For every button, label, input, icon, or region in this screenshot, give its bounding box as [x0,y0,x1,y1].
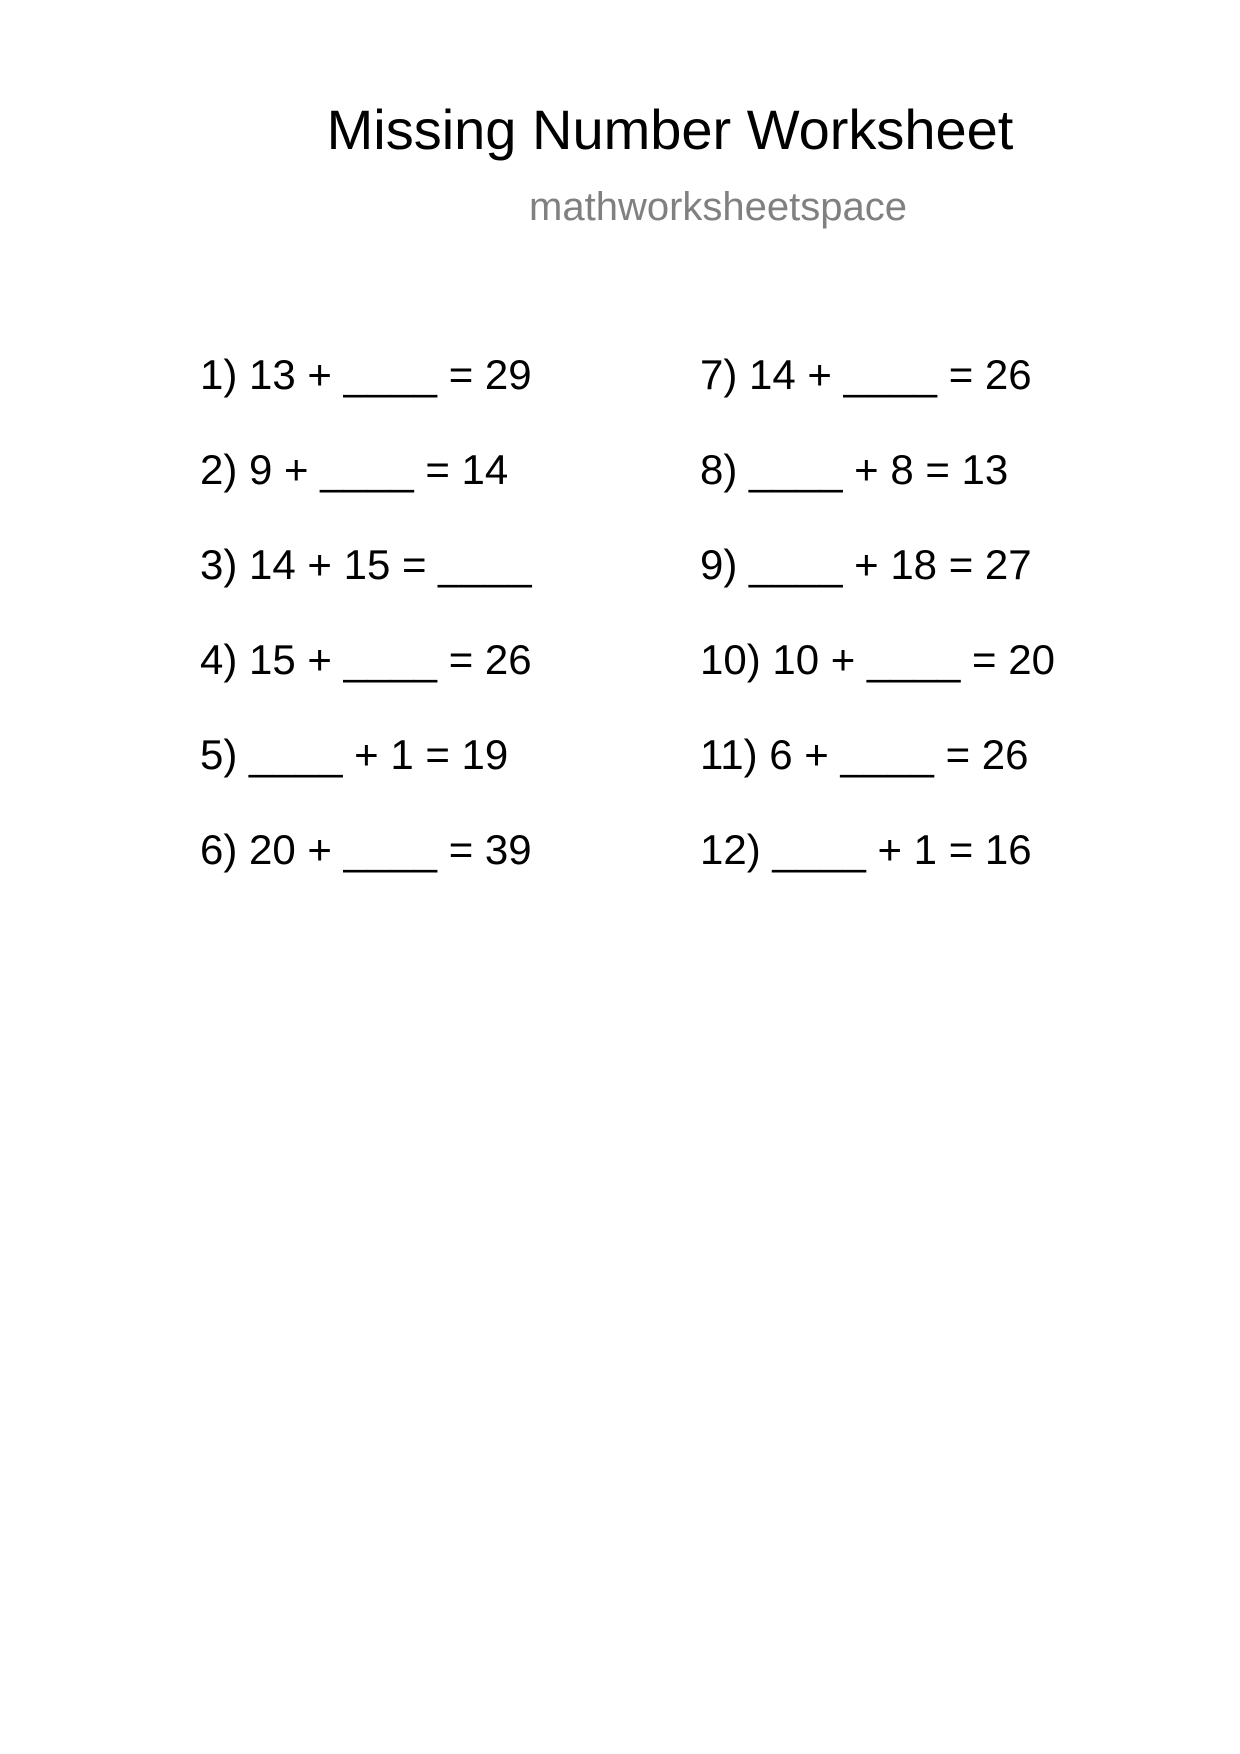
problem-2: 2) 9 + ____ = 14 [200,446,509,493]
worksheet-source: mathworksheetspace [529,185,907,229]
problem-7: 7) 14 + ____ = 26 [700,351,1032,398]
problem-8: 8) ____ + 8 = 13 [700,446,1009,493]
problem-5: 5) ____ + 1 = 19 [200,731,509,778]
problem-9: 9) ____ + 18 = 27 [700,541,1032,588]
problems-column-right [700,348,1055,918]
problem-4: 4) 15 + ____ = 26 [200,636,532,683]
problem-12: 12) ____ + 1 = 16 [700,826,1032,873]
problems-column-left [200,348,532,918]
worksheet-title: Missing Number Worksheet [326,98,1014,161]
problem-6: 6) 20 + ____ = 39 [200,826,532,873]
problem-3: 3) 14 + 15 = ____ [200,541,532,588]
problem-10: 10) 10 + ____ = 20 [700,636,1055,683]
problem-11: 11) 6 + ____ = 26 [700,731,1029,778]
problem-1: 1) 13 + ____ = 29 [200,351,532,398]
